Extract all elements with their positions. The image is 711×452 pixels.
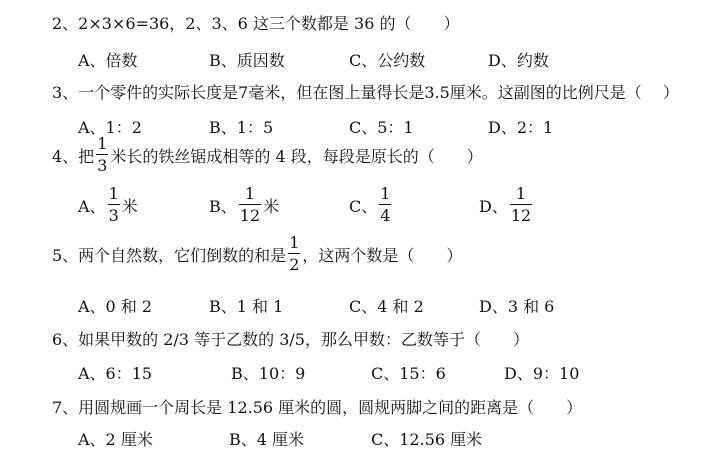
fraction-denominator: 2: [289, 255, 300, 274]
option-prefix: A、: [78, 196, 106, 216]
option-a[interactable]: A、1：2: [78, 118, 142, 137]
fraction-denominator: 12: [510, 206, 532, 225]
fraction: [510, 186, 532, 224]
option-b[interactable]: [209, 186, 279, 224]
option-c[interactable]: C、15：6: [371, 364, 446, 383]
question-4-prefix: 4、把: [52, 146, 95, 166]
option-b[interactable]: B、质因数: [209, 51, 285, 70]
fraction-denominator: 3: [97, 156, 108, 175]
option-b[interactable]: B、10：9: [231, 364, 306, 383]
question-7-text: 7、用圆规画一个周长是 12.56 厘米的圆，圆规两脚之间的距离是（ ）: [52, 398, 583, 417]
fraction: [239, 186, 261, 224]
fraction-denominator: 4: [380, 206, 391, 225]
option-d[interactable]: D、约数: [488, 51, 549, 70]
option-d[interactable]: D、3 和 6: [479, 297, 555, 316]
fraction-denominator: 3: [108, 206, 119, 225]
question-5-text: [52, 235, 462, 273]
question-5-prefix: 5、两个自然数，它们倒数的和是: [52, 245, 287, 265]
fraction: [96, 136, 108, 174]
option-b[interactable]: B、1：5: [209, 118, 274, 137]
option-c[interactable]: C、5：1: [349, 118, 414, 137]
question-4-suffix: 米长的铁丝锯成相等的 4 段，每段是原长的（ ）: [110, 146, 483, 166]
option-b[interactable]: B、1 和 1: [209, 297, 284, 316]
fraction-denominator: 12: [239, 206, 261, 225]
fraction-numerator: 1: [289, 233, 300, 252]
option-suffix: 米: [121, 196, 138, 216]
option-a[interactable]: A、6：15: [78, 364, 153, 383]
fraction: [108, 186, 120, 224]
fraction-numerator: 1: [244, 184, 256, 203]
option-d[interactable]: D、2：1: [488, 118, 554, 137]
option-suffix: 米: [263, 196, 280, 216]
option-a[interactable]: A、0 和 2: [78, 297, 153, 316]
option-a[interactable]: A、2 厘米: [78, 430, 153, 449]
fraction-numerator: 1: [380, 184, 391, 203]
fraction-numerator: 1: [515, 184, 527, 203]
question-4-text: [52, 136, 483, 174]
option-c[interactable]: C、4 和 2: [349, 297, 424, 316]
option-d[interactable]: D、9：10: [504, 364, 580, 383]
question-5-suffix: ，这两个数是（ ）: [302, 245, 463, 265]
option-c[interactable]: C、12.56 厘米: [371, 430, 483, 449]
fraction-numerator: 1: [108, 184, 119, 203]
question-3-text: 3、一个零件的实际长度是7毫米，但在图上量得长是3.5厘米。这副图的比例尺是（ ）: [52, 83, 679, 102]
option-d[interactable]: [479, 186, 534, 224]
fraction-numerator: 1: [97, 134, 108, 153]
fraction: [379, 186, 391, 224]
option-prefix: C、: [349, 196, 378, 216]
option-prefix: D、: [479, 196, 508, 216]
option-c[interactable]: C、公约数: [349, 51, 426, 70]
option-c[interactable]: [349, 186, 393, 224]
fraction: [288, 235, 300, 273]
question-6-text: 6、如果甲数的 2/3 等于乙数的 3/5，那么甲数：乙数等于（ ）: [52, 330, 529, 349]
question-2-text: 2、2×3×6=36，2、3、6 这三个数都是 36 的（ ）: [52, 14, 460, 33]
option-b[interactable]: B、4 厘米: [229, 430, 305, 449]
option-a[interactable]: A、倍数: [78, 51, 138, 70]
option-a[interactable]: [78, 186, 138, 224]
option-prefix: B、: [209, 196, 237, 216]
